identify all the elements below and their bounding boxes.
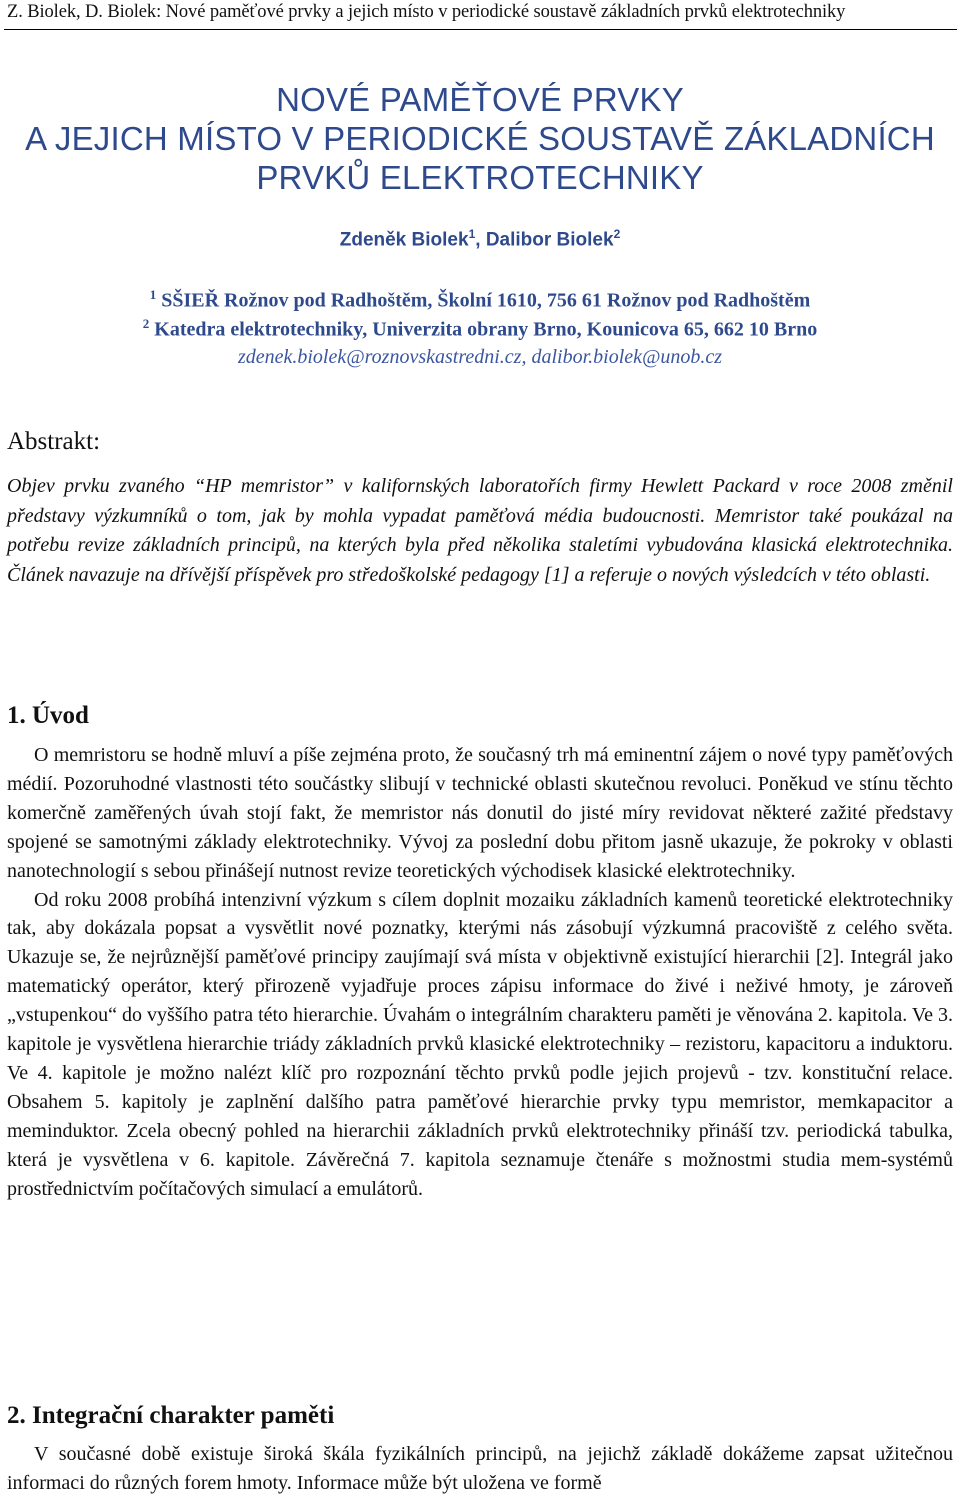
author-separator: ,	[475, 229, 486, 251]
paper-title	[0, 80, 960, 197]
affiliation-2	[0, 316, 960, 342]
section-2-body	[7, 1440, 953, 1498]
section-2-heading: 2. Integrační charakter paměti	[7, 1402, 335, 1429]
section-2-paragraph-1: V současné době existuje široká škála fyzikálních principů, na jejichž základě dokážeme zapsat užitečnou informaci do různých forem hmoty. Informace může být uložena ve formě	[7, 1443, 953, 1494]
header-divider	[4, 29, 957, 30]
affiliation-1-mark: 1	[149, 287, 157, 302]
authors	[0, 227, 960, 251]
title-line-1: NOVÉ PAMĚŤOVÉ PRVKY	[276, 81, 684, 118]
title-line-3: PRVKŮ ELEKTROTECHNIKY	[256, 159, 704, 196]
affiliation-1	[0, 287, 960, 313]
running-header: Z. Biolek, D. Biolek: Nové paměťové prvky a jejich místo v periodické soustavě základních prvků elektrotechniky	[7, 2, 846, 22]
affiliation-2-text: Katedra elektrotechniky, Univerzita obrany Brno, Kounicova 65, 662 10 Brno	[154, 318, 818, 341]
section-1-paragraph-2: Od roku 2008 probíhá intenzivní výzkum s cílem doplnit mozaiku základních kamenů teoretické elektrotechniky tak, aby dokázala popsat a vysvětlit nové poznatky, kterými nás zásobují výzkumná pracoviště z celého světa. Ukazuje se, že nejrůznější paměťové principy zaujímají svá místa v objektivně existující hierarchii [2]. Integrál jako matematický operátor, který přirozeně vyjadřuje proces zápisu informace do živé i neživé hmoty, je zároveň „vstupenkou“ do vyššího patra této hierarchie. Úvahám o integrálním charakteru paměti je věnována 2. kapitola. Ve 3. kapitole je vysvětlena hierarchie triády základních prvků klasické elektrotechniky – rezistoru, kapacitoru a induktoru. Ve 4. kapitole je možno nalézt klíč pro rozpoznání těchto prvků podle jejich projevů - tzv. konstituční relace. Obsahem 5. kapitoly je zaplnění dalšího patra paměťové hierarchie prvky typu memristor, memkapacitor a meminduktor. Zcela obecný pohled na hierarchii základních prvků elektrotechniky přináší tzv. periodická tabulka, která je vysvětlena v 6. kapitole. Závěrečná 7. kapitola seznamuje čtenáře s možnostmi studia mem-systémů prostřednictvím počítačových simulací a emulátorů.	[7, 888, 953, 1200]
abstract-heading: Abstrakt:	[7, 428, 101, 455]
title-line-2: A JEJICH MÍSTO V PERIODICKÉ SOUSTAVĚ ZÁKLADNÍCH	[25, 120, 935, 157]
affiliation-1-text: SŠIEŘ Rožnov pod Radhoštěm, Školní 1610, 756 61 Rožnov pod Radhoštěm	[161, 289, 811, 312]
author-1-affiliation-mark: 1	[468, 227, 476, 241]
author-2-affiliation-mark: 2	[613, 227, 621, 241]
section-1-body	[7, 741, 953, 1204]
abstract-paragraph: Objev prvku zvaného “HP memristor” v kalifornských laboratořích firmy Hewlett Packard v roce 2008 změnil představy výzkumníků o tom, jak by mohla vypadat paměťová média budoucnosti. Memristor také poukázal na potřebu revize základních principů, na kterých byla před několika staletími vybudována klasická elektrotechnika. Článek navazuje na dřívější příspěvek pro středoškolské pedagogy [1] a referuje o nových výsledcích v této oblasti.	[7, 475, 953, 586]
author-1: Zdeněk Biolek	[339, 229, 469, 251]
affiliation-2-mark: 2	[142, 316, 150, 331]
section-1-heading: 1. Úvod	[7, 702, 89, 729]
author-2: Dalibor Biolek	[485, 229, 614, 251]
author-emails[interactable]: zdenek.biolek@roznovskastredni.cz, dalibor.biolek@unob.cz	[237, 346, 723, 368]
abstract-body	[7, 472, 953, 590]
section-1-paragraph-1: O memristoru se hodně mluví a píše zejména proto, že současný trh má eminentní zájem o nové typy paměťových médií. Pozoruhodné vlastnosti této součástky slibují v technické oblasti skutečnou revoluci. Poněkud ve stínu těchto komerčně zaměřených úvah stojí fakt, že memristor nás donutil do jisté míry revidovat některé zažité představy spojené se samotnými základy elektrotechniky. Vývoj za poslední dobu přitom jasně ukazuje, že pokroky v oblasti nanotechnologií s sebou přinášejí nutnost revize teoretických východisek klasické elektrotechniky.	[7, 744, 953, 882]
